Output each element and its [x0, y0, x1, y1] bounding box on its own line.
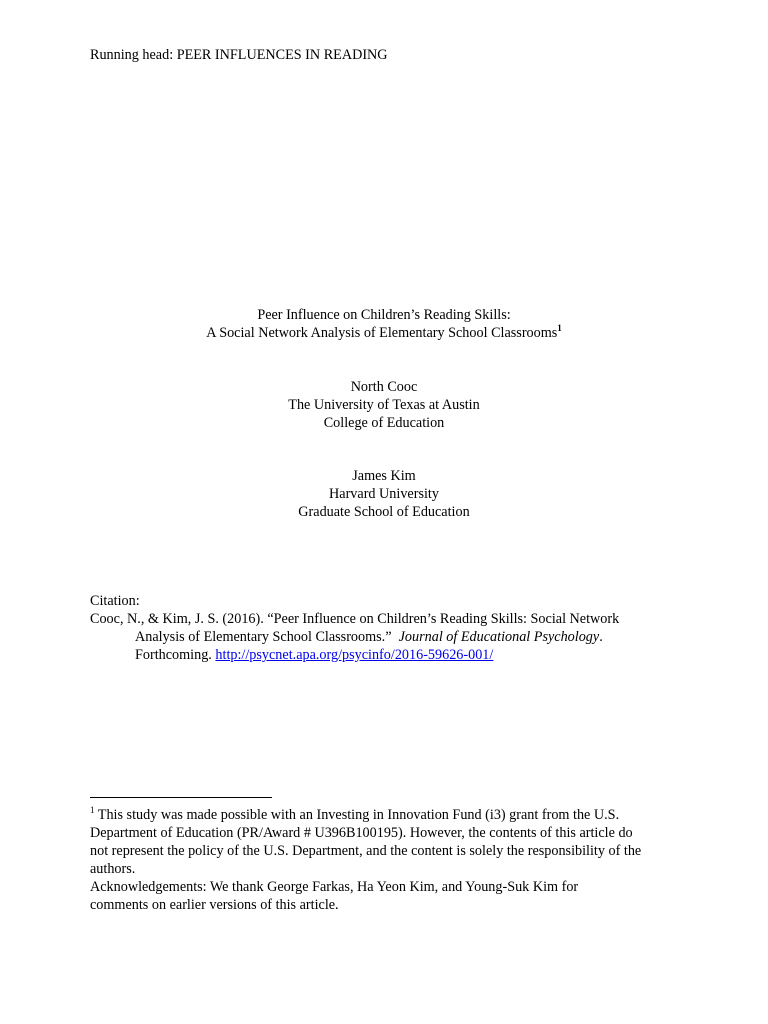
acknowledgements-line-2: comments on earlier versions of this article. — [90, 897, 339, 913]
title-line-2 — [0, 324, 768, 342]
title-line-1: Peer Influence on Children’s Reading Skills: — [257, 307, 511, 323]
footnote-line-text: This study was made possible with an Investing in Innovation Fund (i3) grant from the U.S. — [94, 807, 620, 823]
author-department: College of Education — [323, 415, 445, 431]
running-head: Running head: PEER INFLUENCES IN READING — [90, 47, 388, 63]
author-affiliation: Harvard University — [329, 486, 439, 502]
citation-journal: Journal of Educational Psychology — [398, 629, 600, 645]
title-block — [0, 306, 768, 342]
citation-label: Citation: — [90, 593, 140, 609]
author-department: Graduate School of Education — [298, 504, 470, 520]
acknowledgements-line-1: Acknowledgements: We thank George Farkas, Ha Yeon Kim, and Young-Suk Kim for — [90, 879, 579, 895]
citation-line-3 — [90, 646, 690, 664]
footnote-divider — [90, 797, 272, 798]
footnote-line-4: authors. — [90, 861, 136, 877]
footnote-line-2: Department of Education (PR/Award # U396B100195). However, the contents of this article do — [90, 825, 633, 841]
citation-line-2 — [90, 628, 690, 646]
author-name: North Cooc — [350, 379, 418, 395]
citation-link[interactable]: http://psycnet.apa.org/psycinfo/2016-59626-001/ — [215, 647, 494, 663]
title-line-2-text: A Social Network Analysis of Elementary School Classrooms — [206, 325, 558, 341]
citation-reference — [90, 610, 690, 664]
footnote-line-1 — [90, 806, 690, 824]
author-block-2 — [0, 467, 768, 521]
footnote — [90, 806, 690, 914]
footnote-line-3: not represent the policy of the U.S. Department, and the content is solely the responsibility of the — [90, 843, 642, 859]
author-name: James Kim — [352, 468, 416, 484]
citation-article-title: Analysis of Elementary School Classrooms.” — [135, 629, 399, 645]
title-footnote-mark: 1 — [557, 323, 562, 333]
footnote-number: 1 — [90, 805, 95, 815]
citation-journal-end: . — [599, 629, 603, 645]
citation-line-1: Cooc, N., & Kim, J. S. (2016). “Peer Influence on Children’s Reading Skills: Social Network — [90, 611, 620, 627]
citation-block — [90, 592, 690, 664]
author-block-1 — [0, 378, 768, 432]
author-affiliation: The University of Texas at Austin — [288, 397, 480, 413]
citation-status: Forthcoming. — [135, 647, 216, 663]
